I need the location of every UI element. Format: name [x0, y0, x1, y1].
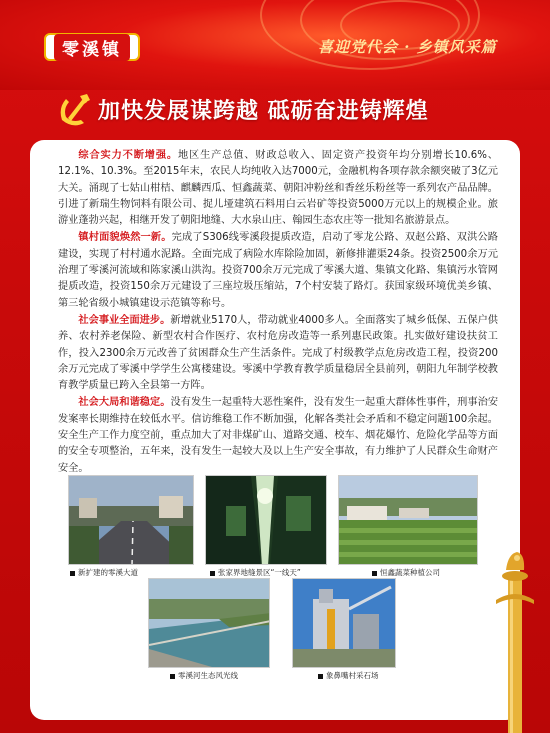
paragraph-text: 没有发生一起重特大恶性案件，没有发生一起重大群体性事件，刑事治安发案率长期维持在较低水平。信访维稳工作不断加强，化解各类社会矛盾和不稳定问题100余起。安全生产工作力度空前，重点加大了对非煤矿山、道路交通、校车、烟花爆竹、危险化学品等方面的安全专项整治，五年来，没有发生一起较大及以上生产安全事故，有力维护了人民群众生命财产安全。 [58, 397, 499, 474]
bullet-square [70, 571, 75, 576]
photo-road [68, 475, 194, 565]
bullet-square [210, 571, 215, 576]
party-emblem-icon [54, 90, 94, 130]
paragraph-text: 新增就业5170人，带动就业4000多人。全面落实了城乡低保、五保户供养、农村养老保险、新型农村合作医疗、农村危房改造等一系列惠民政策。扎实做好建设扶贫工作，投入2300余万元改善了贫困群众生产生活条件。完成了村级教学点危房改造工程，投资200余万元完成了零溪中学学生公寓楼建设。零溪中学教育教学质量稳居全县前列，朝阳九年制学校教育教学质量已跨入全县第一方阵。 [58, 314, 498, 392]
article-body [58, 148, 498, 478]
photo-caption: 新扩建的零溪大道 [70, 567, 138, 578]
photo-caption: 象鼻嘴村采石场 [318, 670, 379, 681]
bullet-square [318, 674, 323, 679]
headline: 加快发展谋跨越 砥砺奋进铸辉煌 [98, 99, 429, 124]
slogan: 喜迎党代会 · 乡镇风采篇 [318, 38, 497, 56]
paragraph-lead: 社会事业全面进步。 [78, 314, 171, 326]
photo-caption: 张家界地缝景区“一线天” [210, 567, 301, 578]
town-tag [44, 33, 140, 61]
bullet-square [170, 674, 175, 679]
paragraph-lead: 社会大局和谐稳定。 [78, 397, 171, 409]
paragraph-economy [58, 148, 498, 229]
paragraph-stability [58, 395, 498, 476]
photo-caption: 恒鑫蔬菜种植公司 [372, 567, 440, 578]
photo-quarry [292, 578, 396, 668]
paragraph-text: 完成了S306线零溪段提质改造，启动了零龙公路、双赵公路、双洪公路建设，实现了村村通水泥路。全面完成了病险水库除险加固，新修排灌渠24条。投资2500余万元治理了零溪河流域和陈家溪山洪沟。投资700余万元完成了零溪大道、集镇文化路、集镇污水管网提质改造，投资150余万元建设了三座垃圾压缩站，7个村安装了路灯。获国家级环境优美乡镇、第三轮省级小城镇建设示范镇等称号。 [58, 232, 498, 309]
paragraph-lead: 镇村面貌焕然一新。 [78, 232, 172, 244]
photo-gorge [205, 475, 327, 565]
paragraph-town-appearance [58, 230, 498, 311]
paragraph-social-progress [58, 313, 498, 394]
paragraph-lead: 综合实力不断增强。 [78, 150, 178, 161]
bullet-square [372, 571, 377, 576]
photo-vegetable-farm [338, 475, 478, 565]
photo-river [148, 578, 270, 668]
town-name: 零溪镇 [54, 34, 130, 61]
huabiao-pillar-icon [492, 540, 538, 733]
photo-caption: 零溪河生态风光线 [170, 670, 238, 681]
paragraph-text: 地区生产总值、财政总收入、固定资产投资年均分别增长10.6%、12.1%、10.3%。至2015年末，农民人均纯收入达7000元，金融机构各项存款余额突破了3亿元大关。涌现了七姑山柑桔、麒麟西瓜、恒鑫蔬菜、朝阳冲粉丝和香丝乐粉丝等一系列农产品品牌。引进了新瑞生物饲料有限公司、捉儿垭建筑石料用白云岩矿等投资5000万元以上的规模企业。旅游业蓬勃兴起，相继开发了朝阳地缝、大水泉山庄、翰园生态农庄等一批知名旅游景点。 [58, 150, 498, 227]
